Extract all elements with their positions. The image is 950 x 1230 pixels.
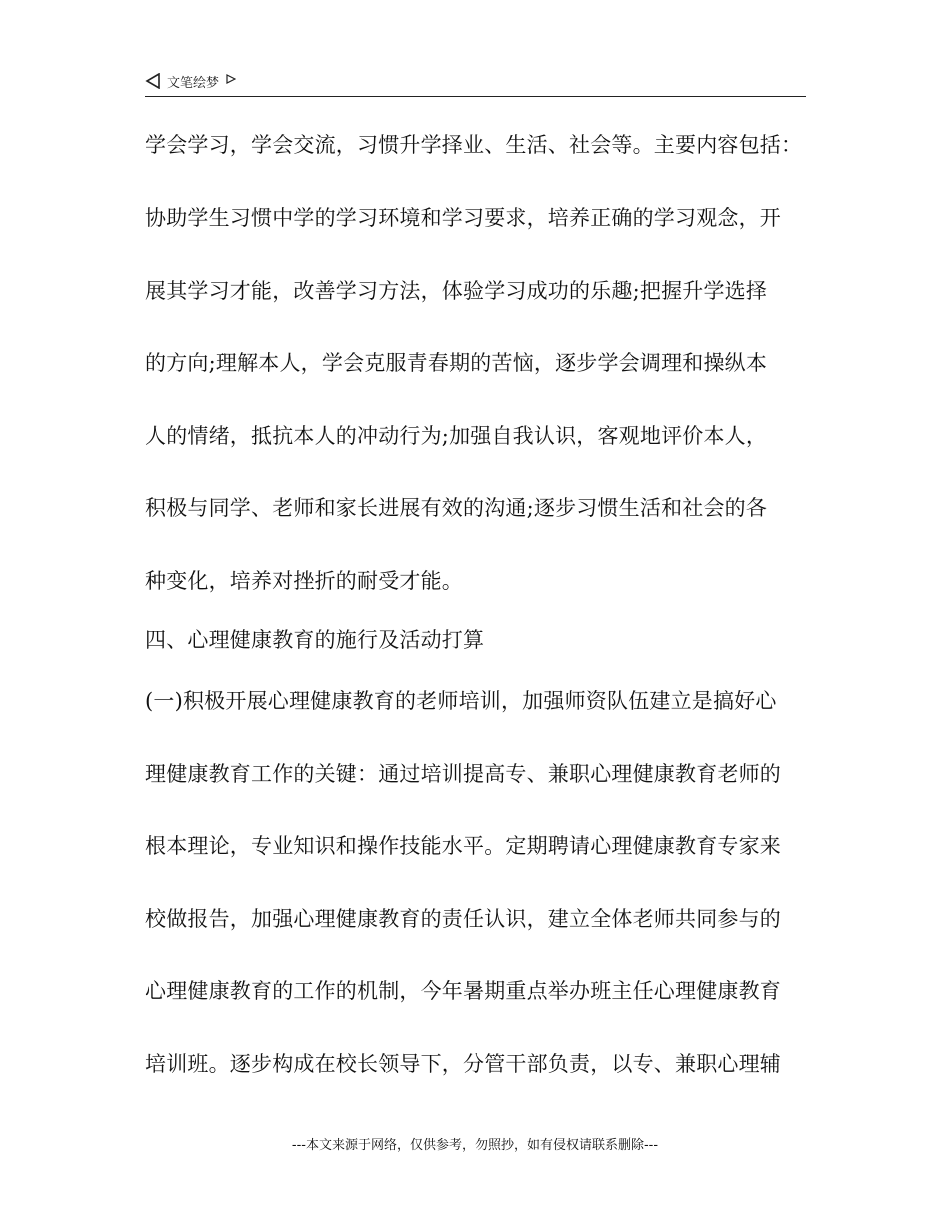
page-header — [145, 72, 806, 97]
body-line-1: 学会学习，学会交流，习惯升学择业、生活、社会等。主要内容包括： — [145, 133, 803, 157]
body-line-4: 的方向;理解本人，学会克服青春期的苦恼，逐步学会调理和操纵本 — [145, 351, 768, 375]
body-line-2: 协助学生习惯中学的学习环境和学习要求，培养正确的学习观念，开 — [145, 206, 781, 230]
body-line-10: 理健康教育工作的关键：通过培训提高专、兼职心理健康教育老师的 — [145, 762, 781, 786]
triangle-right-icon — [226, 74, 236, 84]
triangle-left-icon — [145, 73, 161, 89]
body-line-5: 人的情绪，抵抗本人的冲动行为;加强自我认识，客观地评价本人， — [145, 424, 768, 448]
body-line-9: (一)积极开展心理健康教育的老师培训，加强师资队伍建立是搞好心 — [145, 689, 777, 713]
body-line-6: 积极与同学、老师和家长进展有效的沟通;逐步习惯生活和社会的各 — [145, 496, 768, 520]
body-line-7: 种变化，培养对挫折的耐受才能。 — [145, 569, 463, 593]
body-line-3: 展其学习才能，改善学习方法，体验学习成功的乐趣;把握升学选择 — [145, 279, 768, 303]
section-heading: 四、心理健康教育的施行及活动打算 — [145, 628, 485, 652]
header-title: 文笔绘梦 — [167, 75, 220, 91]
body-line-14: 培训班。逐步构成在校长领导下，分管干部负责，以专、兼职心理辅 — [145, 1052, 781, 1076]
footer-disclaimer: ---本文来源于网络，仅供参考，勿照抄，如有侵权请联系删除--- — [291, 1138, 659, 1153]
body-line-11: 根本理论，专业知识和操作技能水平。定期聘请心理健康教育专家来 — [145, 834, 781, 858]
body-line-13: 心理健康教育的工作的机制，今年暑期重点举办班主任心理健康教育 — [145, 979, 781, 1003]
body-line-12: 校做报告，加强心理健康教育的责任认识，建立全体老师共同参与的 — [145, 907, 781, 931]
